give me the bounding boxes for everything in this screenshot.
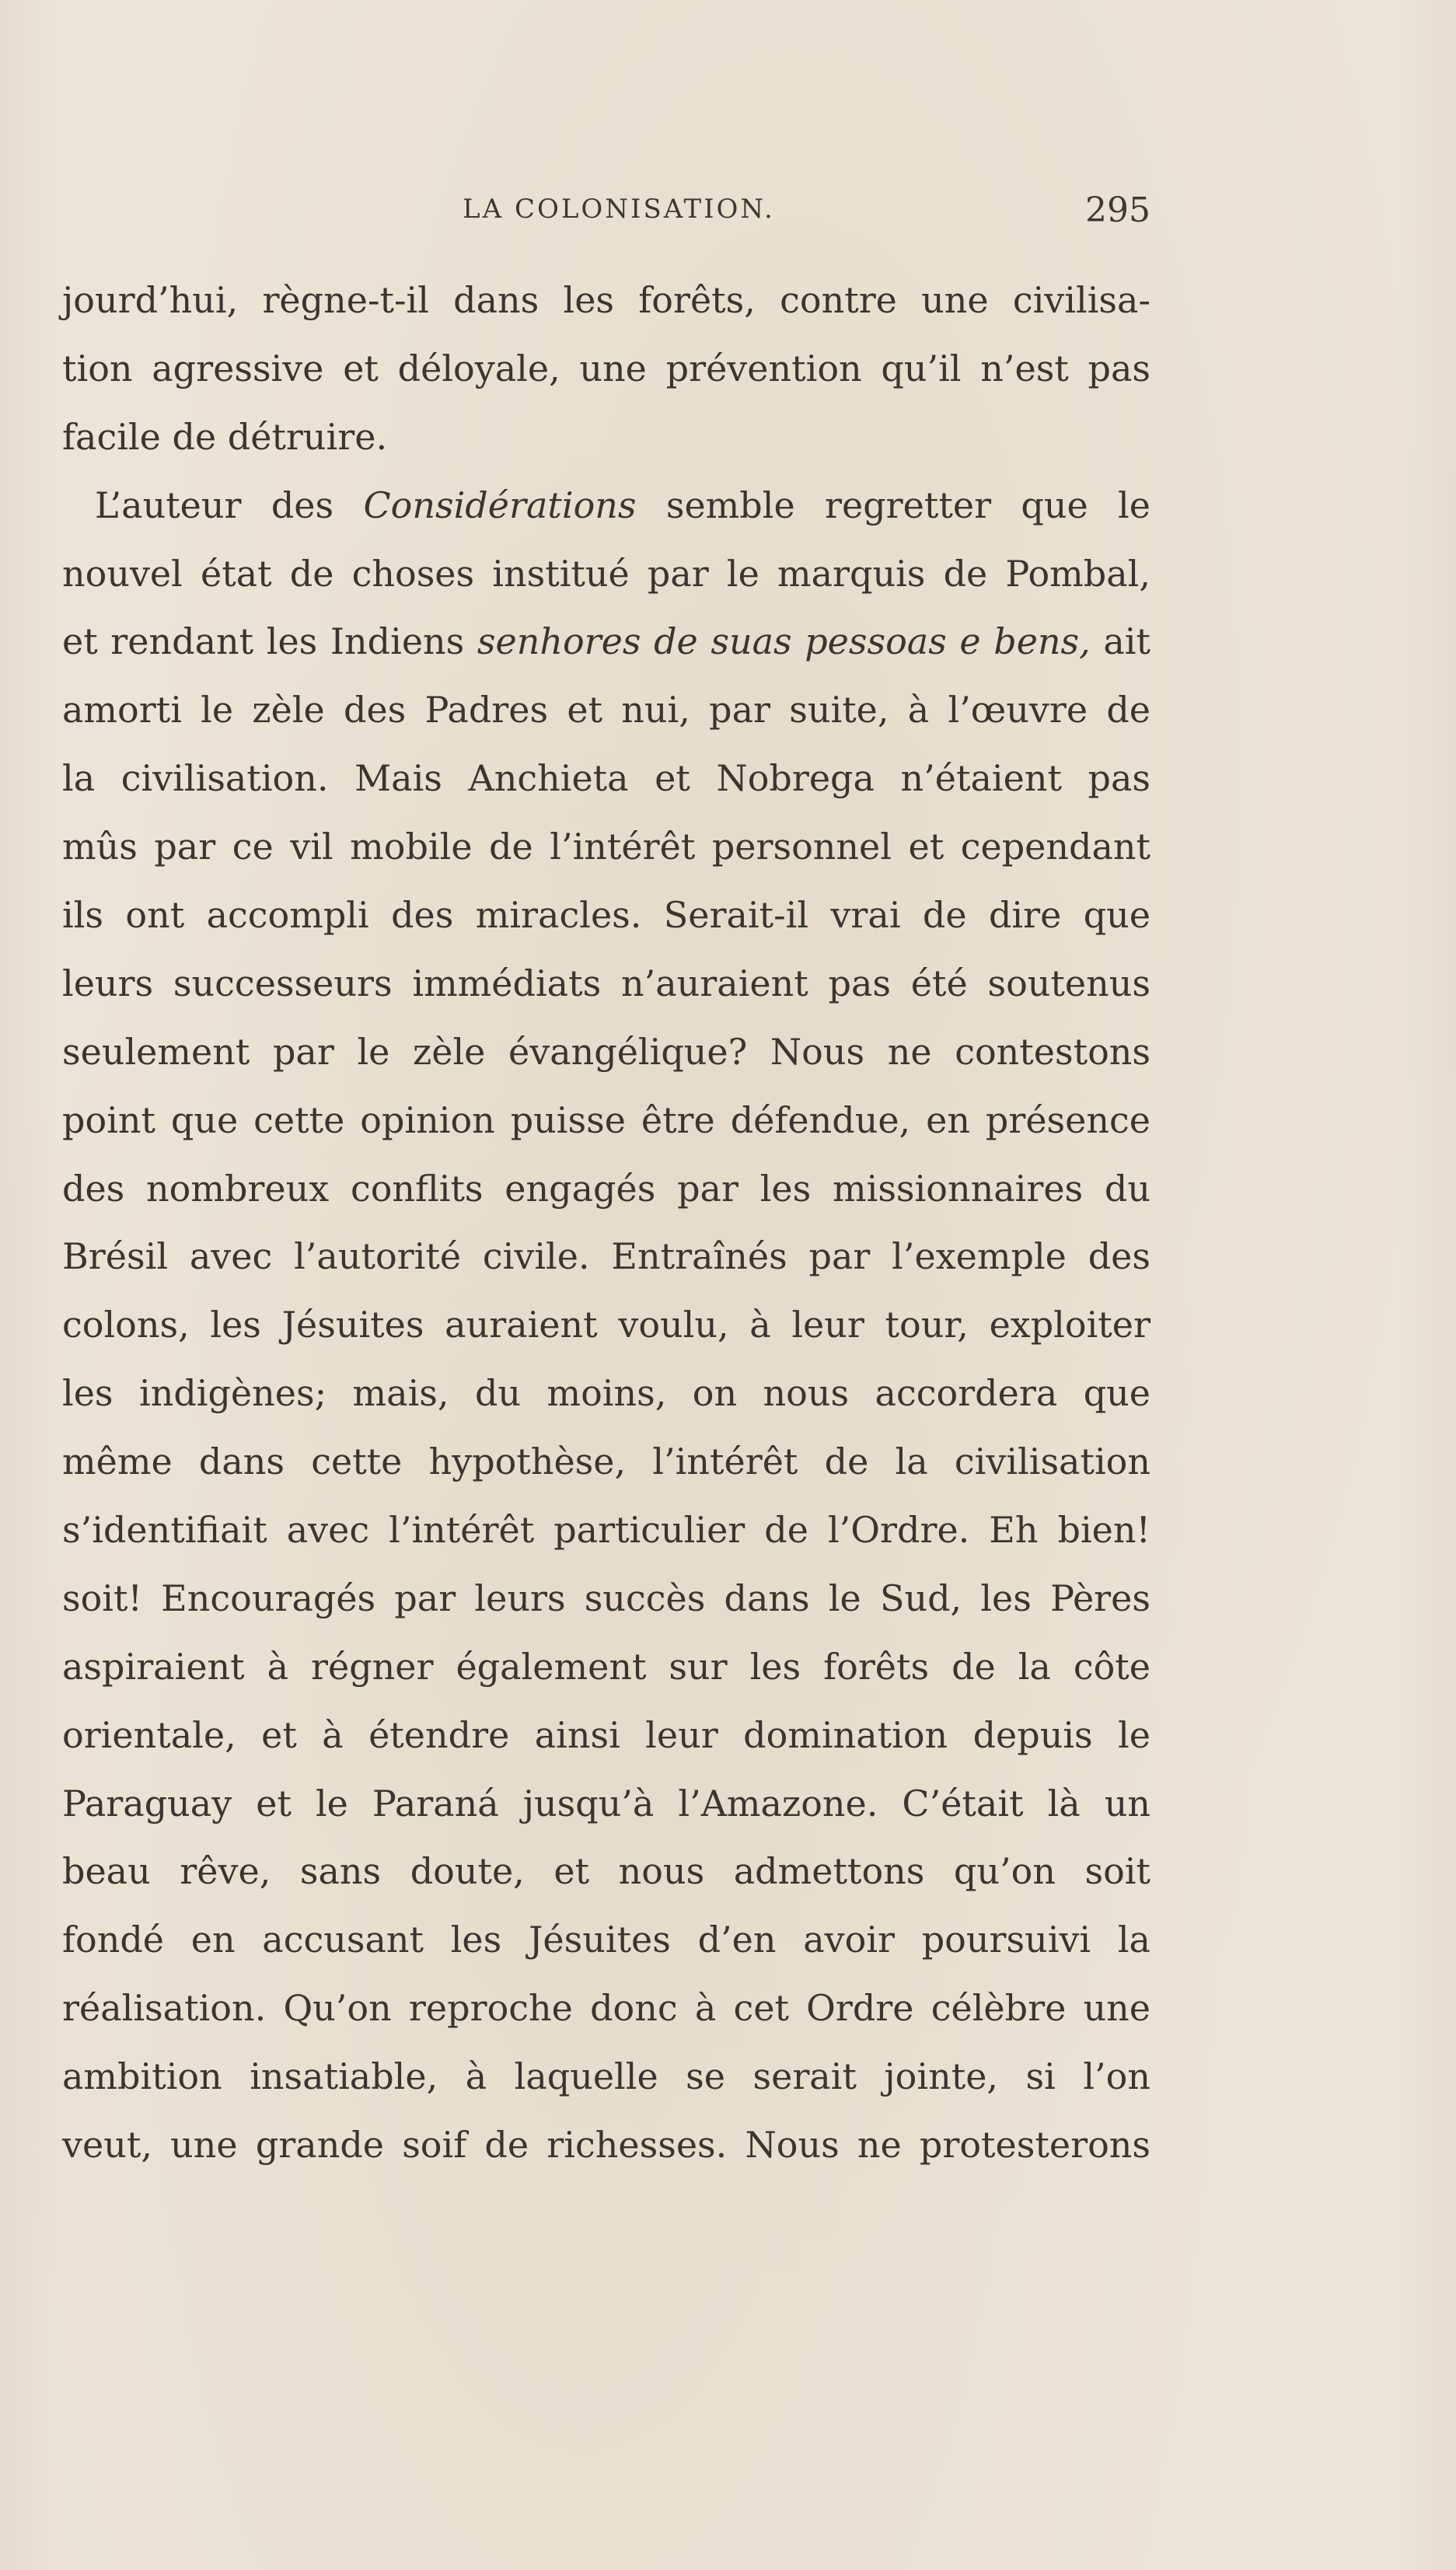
text-line: s’identifiait avec l’intérêt particulier de l’Ordre. Eh bien! — [62, 1509, 1150, 1552]
text-line: fondé en accusant les Jésuites d’en avoir poursuivi la — [62, 1919, 1150, 1961]
text-line-with-italic — [62, 472, 1150, 540]
text-line: des nombreux conflits engagés par les missionnaires du — [62, 1167, 1150, 1210]
text-line: réalisation. Qu’on reproche donc à cet Ordre célèbre une — [62, 1987, 1150, 2030]
text-line: veut, une grande soif de richesses. Nous ne protesterons — [62, 2124, 1150, 2167]
running-header — [62, 190, 1150, 237]
text-line: seulement par le zèle évangélique? Nous ne contestons — [62, 1030, 1150, 1073]
text-line: les indigènes; mais, du moins, on nous accordera que — [62, 1372, 1150, 1415]
text-fragment: ait — [1090, 620, 1151, 663]
text-line: nouvel état de choses institué par le marquis de Pombal, — [62, 552, 1150, 595]
text-fragment: et rendant les Indiens — [62, 620, 477, 663]
text-line: aspiraient à régner également sur les forêts de la côte — [62, 1645, 1150, 1688]
text-line: jourd’hui, règne-t-il dans les forêts, contre une civilisa- — [62, 279, 1150, 321]
text-fragment: L’auteur des — [95, 484, 364, 526]
text-line: ambition insatiable, à laquelle se serait jointe, si l’on — [62, 2055, 1150, 2098]
text-line: la civilisation. Mais Anchieta et Nobrega n’étaient pas — [62, 757, 1150, 800]
page-number: 295 — [1085, 190, 1150, 230]
text-fragment: semble regretter que le — [636, 484, 1150, 526]
text-line: Paraguay et le Paraná jusqu’à l’Amazone. C’était là un — [62, 1782, 1150, 1824]
text-line: tion agressive et déloyale, une prévention qu’il n’est pas — [62, 347, 1150, 389]
text-line: même dans cette hypothèse, l’intérêt de la civilisation — [62, 1440, 1150, 1483]
text-line: ils ont accompli des miracles. Serait-il vrai de dire que — [62, 894, 1150, 937]
running-title: LA COLONISATION. — [463, 194, 775, 225]
italic-title: Considérations — [363, 484, 637, 526]
text-line: point que cette opinion puisse être défendue, en présence — [62, 1098, 1150, 1141]
italic-phrase: senhores de suas pessoas e bens, — [477, 620, 1091, 663]
text-line: soit! Encouragés par leurs succès dans le Sud, les Pères — [62, 1577, 1150, 1619]
text-line: Brésil avec l’autorité civile. Entraînés par l’exemple des — [62, 1235, 1150, 1278]
text-line: leurs successeurs immédiats n’auraient pas été soutenus — [62, 962, 1150, 1004]
text-line: amorti le zèle des Padres et nui, par suite, à l’œuvre de — [62, 689, 1150, 732]
text-line-with-italic — [62, 608, 1150, 676]
text-line: orientale, et à étendre ainsi leur domination depuis le — [62, 1713, 1150, 1756]
text-line: mûs par ce vil mobile de l’intérêt personnel et cependant — [62, 826, 1150, 868]
body-text — [62, 267, 1150, 2180]
text-line: facile de détruire. — [62, 415, 388, 458]
text-line: colons, les Jésuites auraient voulu, à leur tour, exploiter — [62, 1304, 1150, 1346]
text-line: beau rêve, sans doute, et nous admettons qu’on soit — [62, 1850, 1150, 1893]
